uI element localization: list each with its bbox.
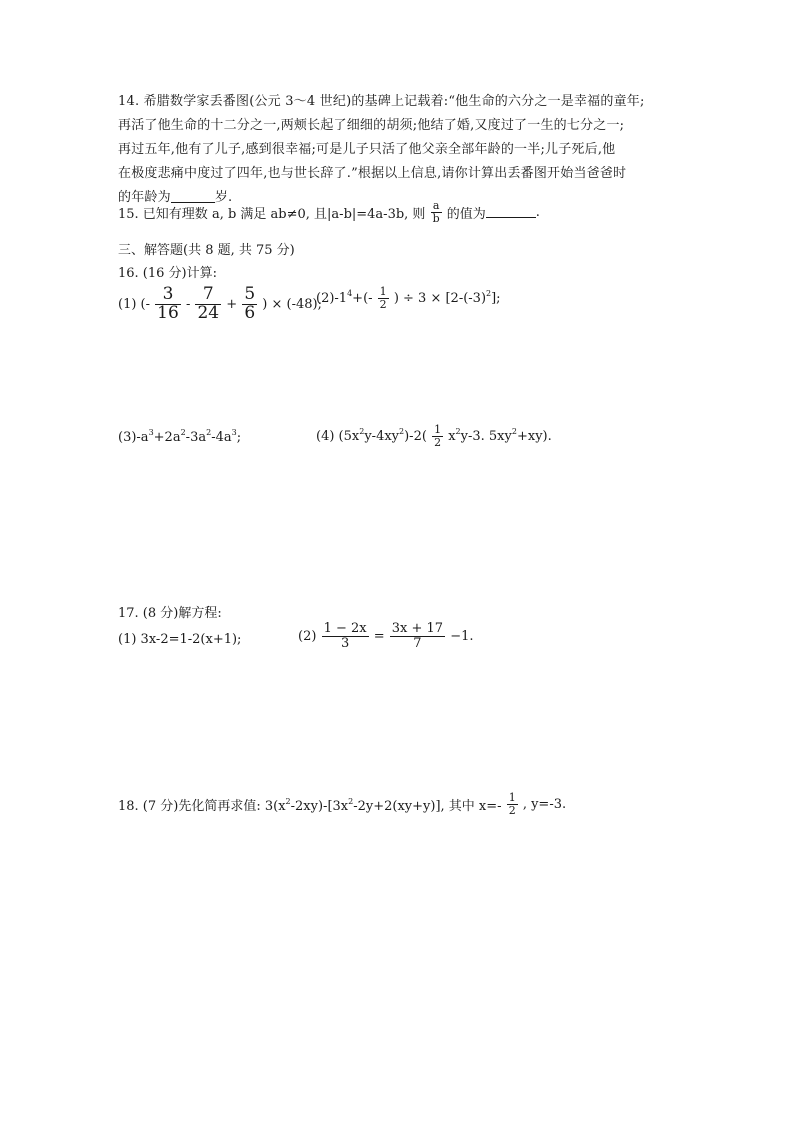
q16-p1-minus: - [185, 296, 191, 312]
denominator: 2 [508, 803, 516, 817]
q16-part-3: $(3)-a^3+2a^2-3a^2-4a^3$; [118, 428, 242, 445]
q17-title: 17. (8 分)解方程: [118, 606, 222, 621]
numerator: 3x + 17 [391, 621, 444, 636]
q16-p1-fraction-2 [195, 286, 221, 323]
q14-line-4: 在极度悲痛中度过了四年,也与世长辞了.”根据以上信息,请你计算出丢番图开始当爸爸时 [118, 166, 627, 181]
numerator: 5 [244, 284, 256, 304]
q16-p1-open: (1) (- [118, 296, 151, 312]
q16-p1-fraction-1 [155, 286, 181, 323]
q16-p1-close: ) × (-48); [262, 296, 322, 312]
q15-period: . [535, 204, 540, 220]
q15-text: 15. 已知有理数 a, b 满足 ab≠0, 且|a-b|=4a-3b, 则 [118, 206, 426, 222]
question-18: 18. (7 分)先化简再求值: $3(x^2-2xy)-[3x^2-2y+2(xy+y)]$, 其中 x=- $\frac{1}{2}$ , y=-3. [118, 791, 567, 817]
q16-p2-rest: ) ÷ $3 \times [2-(-3)^2]$; [393, 288, 501, 306]
q16-title: 16. (16 分)计算: [118, 266, 218, 281]
q15-fraction-denominator: b [432, 211, 440, 225]
q16-part-1 [118, 286, 322, 323]
q17-part-2 [298, 622, 474, 650]
denominator: 3 [340, 635, 350, 651]
q18-fraction [507, 792, 518, 816]
numerator: 1 [434, 423, 442, 436]
denominator: 6 [244, 302, 256, 323]
q17-p2-equals: = [373, 628, 385, 644]
q15-fraction [431, 200, 442, 224]
numerator: 7 [195, 286, 221, 305]
numerator: 1 [379, 285, 387, 298]
denominator: 7 [413, 635, 422, 651]
numerator: 3 [155, 286, 181, 305]
q15-text-after: 的值为 [446, 206, 486, 222]
q15-fraction-numerator: a [431, 200, 442, 213]
question-14 [118, 90, 678, 210]
q16-p1-fraction-3 [242, 286, 257, 323]
q14-line-3: 再过五年,他有了儿子,感到很幸福;可是儿子只活了他父亲全部年龄的一半;儿子死后,他 [118, 142, 616, 157]
q15-answer-blank[interactable] [486, 203, 536, 218]
q16-part-4: (4) $(5x^2y-4xy^2)-2$( $\frac{1}{2}$ $x^2y-3$. $5xy^2+xy$). [316, 423, 552, 449]
q16-p2-a: $(2)-1^4+(-$ [316, 288, 373, 306]
denominator: 16 [157, 302, 179, 323]
denominator: 2 [434, 435, 442, 449]
q16-p1-plus: + [226, 296, 238, 312]
numerator: 1 [508, 791, 516, 804]
q16-part-2 [316, 286, 501, 310]
q14-line-5-unit: 岁. [214, 190, 233, 205]
q17-part-1: (1) 3x-2=1-2(x+1); [118, 632, 242, 647]
q14-line-2: 再活了他生命的十二分之一,两颊长起了细细的胡须;他结了婚,又度过了一生的七分之一; [118, 118, 625, 133]
q17-p2-label: (2) [298, 628, 317, 644]
denominator: 2 [379, 297, 387, 311]
numerator: 1 − 2x [323, 621, 367, 636]
q16-p2-fraction [378, 286, 389, 310]
section-3-heading: 三、解答题(共 8 题, 共 75 分) [118, 243, 295, 258]
q16-p4-fraction [432, 424, 443, 448]
q14-line-5-text: 的年龄为 [118, 190, 171, 205]
q14-line-1: 14. 希腊数学家丢番图(公元 3～4 世纪)的基碑上记载着:“他生命的六分之一是幸福的童年; [118, 94, 645, 109]
denominator: 24 [197, 302, 220, 323]
q17-p2-fraction-1 [322, 622, 369, 650]
question-15 [118, 200, 540, 224]
q17-p2-end: −1. [450, 628, 474, 644]
q17-p2-fraction-2 [390, 622, 445, 650]
